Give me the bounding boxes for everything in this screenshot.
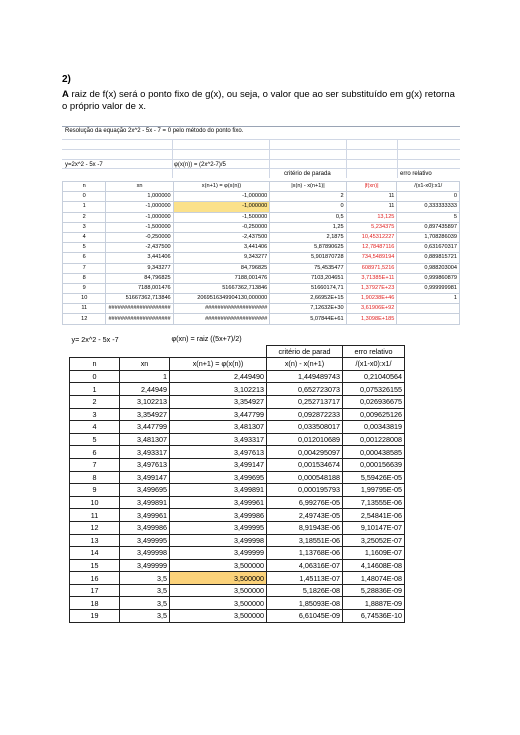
- sheet2-table-cell: 0,21040564: [343, 370, 405, 383]
- sheet2-table-cell: 0,004295097: [267, 446, 343, 459]
- sheet2-table-cell: 11: [70, 509, 120, 522]
- sheet1-table-cell: 5,87890625: [270, 243, 346, 253]
- sheet2-rel-error-label: erro relativo: [343, 345, 405, 358]
- sheet1-table-cell: 51667362,713846: [106, 294, 173, 304]
- sheet2-table-cell: 2,54841E-06: [343, 509, 405, 522]
- sheet2-table-cell: 5,59426E-05: [343, 471, 405, 484]
- sheet2-table-cell: 3,102213: [170, 383, 267, 396]
- sheet2-table-cell: 1,1609E-07: [343, 547, 405, 560]
- sheet1-table-cell: 2: [270, 192, 346, 202]
- sheet2-table-cell: 2: [70, 395, 120, 408]
- sheet1-table-cell: 10: [63, 294, 106, 304]
- sheet1-table-row: [63, 263, 460, 273]
- sheet2-table-cell: 3,18551E-06: [267, 534, 343, 547]
- sheet2-table-cell: 0,092872233: [267, 408, 343, 421]
- grid-line: [397, 139, 398, 178]
- sheet1-table-cell: 7,12632E+30: [270, 304, 346, 314]
- sheet2-table-cell: 3,499695: [170, 471, 267, 484]
- sheet2-table-cell: 2,49743E-05: [267, 509, 343, 522]
- sheet2-label-row: [70, 333, 405, 345]
- empty-cell: [120, 345, 170, 358]
- sheet2-table-row: [70, 509, 405, 522]
- sheet2-table-row: [70, 408, 405, 421]
- sheet1-table-cell: 1,25: [270, 222, 346, 232]
- sheet1-header-cell: /(x1-x0):x1/: [397, 182, 460, 192]
- sheet2-table-row: [70, 484, 405, 497]
- sheet1-table-cell: 5: [397, 212, 460, 222]
- sheet2-table-cell: 4,14608E-08: [343, 559, 405, 572]
- sheet2-table-row: [70, 610, 405, 623]
- sheet2-table-row: [70, 471, 405, 484]
- sheet1-table-cell: 0,999860879: [397, 273, 460, 283]
- sheet1-header-cell: |f(xn)|: [346, 182, 397, 192]
- sheet1-table-cell: 11: [63, 304, 106, 314]
- sheet2-table-cell: 9: [70, 484, 120, 497]
- sheet1-table-cell: 51660174,71: [270, 283, 346, 293]
- sheet1-table-cell: -1,000000: [106, 212, 173, 222]
- sheet1-table-row: [63, 283, 460, 293]
- sheet2-table-cell: 3,499891: [170, 484, 267, 497]
- sheet1-table-cell: 84,796825: [173, 263, 270, 273]
- sheet2-table-cell: 3,102213: [120, 395, 170, 408]
- sheet2-table-cell: 1,13768E-06: [267, 547, 343, 560]
- sheet1-table-cell: 3: [63, 222, 106, 232]
- grid-line: [62, 168, 460, 169]
- sheet1-header-cell: x(n+1) = φ(x(n)): [173, 182, 270, 192]
- sheet2-table-cell: 0: [70, 370, 120, 383]
- sheet2-table-cell: 3,500000: [170, 572, 267, 585]
- empty-cell: [70, 345, 120, 358]
- sheet1-criterion-label: critério de parada: [284, 171, 331, 177]
- sheet1-table-cell: 0: [63, 192, 106, 202]
- sheet1-table-cell: 1,000000: [106, 192, 173, 202]
- sheet1-table-cell: 11: [346, 202, 397, 212]
- sheet2-table-cell: 5,28836E-09: [343, 584, 405, 597]
- sheet2-table-cell: 3,499999: [120, 559, 170, 572]
- sheet2-table-cell: 3,447799: [120, 421, 170, 434]
- sheet1-table-cell: 9,343277: [106, 263, 173, 273]
- sheet2-table-cell: 4,06316E-07: [267, 559, 343, 572]
- sheet1-table-cell: 0,889815721: [397, 253, 460, 263]
- sheet1-table-cell: 3,441406: [106, 253, 173, 263]
- sheet1-table-cell: 5,901870728: [270, 253, 346, 263]
- sheet1-table-cell: 734,5489194: [346, 253, 397, 263]
- sheet2-table-row: [70, 496, 405, 509]
- sheet2-table-cell: 3,354927: [170, 395, 267, 408]
- sheet1-table-row: [63, 304, 460, 314]
- sheet2-table-cell: 14: [70, 547, 120, 560]
- sheet1-table-row: [63, 273, 460, 283]
- sheet2-table-cell: 0,652723073: [267, 383, 343, 396]
- grid-line: [269, 139, 270, 178]
- sheet2-table-cell: 0,000548188: [267, 471, 343, 484]
- sheet2-table-row: [70, 370, 405, 383]
- sheet1-table-cell: 7: [63, 263, 106, 273]
- sheet2-table-cell: 3,499995: [170, 521, 267, 534]
- sheet1-table-cell: ####################: [173, 314, 270, 324]
- sheet1-table-cell: -2,437500: [106, 243, 173, 253]
- grid-line: [62, 139, 460, 140]
- sheet2-header-cell: /(x1-x0):x1/: [343, 358, 405, 371]
- sheet2-table-row: [70, 383, 405, 396]
- sheet2-table-cell: 0,000156639: [343, 458, 405, 471]
- sheet1-table-cell: 608971,5216: [346, 263, 397, 273]
- sheet1-table-row: [63, 222, 460, 232]
- sheet2-table-cell: 1,85093E-08: [267, 597, 343, 610]
- sheet2-header-cell: x(n) - x(n+1): [267, 358, 343, 371]
- intro-text: raiz de f(x) será o ponto fixo de g(x), ou seja, o valor que ao ser substituído em g(x) retorna o próprio valor de x.: [62, 89, 455, 112]
- sheet2-table-cell: 3,497613: [120, 458, 170, 471]
- sheet1-table-cell: 3,441406: [173, 243, 270, 253]
- intro-first-letter: A: [62, 89, 69, 100]
- sheet2-table-cell: 6,74536E-10: [343, 610, 405, 623]
- sheet1-table-cell: 75,4535477: [270, 263, 346, 273]
- sheet1-table-cell: 3,61906E+92: [346, 304, 397, 314]
- sheet1-table-cell: 6: [63, 253, 106, 263]
- sheet2-table-cell: 3,493317: [120, 446, 170, 459]
- sheet1-table-cell: 10,45312227: [346, 232, 397, 242]
- sheet2-table-row: [70, 446, 405, 459]
- sheet2-table-cell: 3,499995: [120, 534, 170, 547]
- sheet1-table-cell: 3,71385E+11: [346, 273, 397, 283]
- sheet2-table-cell: 1,99795E-05: [343, 484, 405, 497]
- sheet1-table-cell: -2,437500: [173, 232, 270, 242]
- sheet2-header-cell: xn: [120, 358, 170, 371]
- sheet2-table-cell: 4: [70, 421, 120, 434]
- sheet2-table-cell: 3,493317: [170, 433, 267, 446]
- sheet1-function-label: y=2x^2 - 5x -7: [65, 162, 103, 168]
- sheet1-table-cell: [397, 314, 460, 324]
- sheet1-table-cell: 84,796825: [106, 273, 173, 283]
- sheet1-table-cell: 7188,001476: [106, 283, 173, 293]
- sheet2-table-cell: 9,10147E-07: [343, 521, 405, 534]
- sheet2-table-row: [70, 547, 405, 560]
- sheet2-table-cell: 6,61045E-09: [267, 610, 343, 623]
- sheet1-table-cell: 0,999999981: [397, 283, 460, 293]
- sheet1-table-cell: -1,500000: [173, 212, 270, 222]
- sheet2-table-row: [70, 521, 405, 534]
- sheet2-table-cell: 3,500000: [170, 584, 267, 597]
- sheet1-table-cell: -1,000000: [173, 192, 270, 202]
- sheet1-table-cell: 8: [63, 273, 106, 283]
- sheet2-table-cell: 0,012010689: [267, 433, 343, 446]
- sheet2-table-row: [70, 584, 405, 597]
- sheet2-table-cell: 19: [70, 610, 120, 623]
- sheet2-table-cell: 6,99276E-05: [267, 496, 343, 509]
- sheet1-header-cell: xn: [106, 182, 173, 192]
- sheet1-table-cell: 2,1875: [270, 232, 346, 242]
- sheet2-table-cell: 18: [70, 597, 120, 610]
- sheet1-table-row: [63, 314, 460, 324]
- sheet2-table-row: [70, 572, 405, 585]
- sheet1-table-cell: 0,897435897: [397, 222, 460, 232]
- sheet2-table-cell: 17: [70, 584, 120, 597]
- spreadsheet-fixed-point-convergent: [69, 333, 405, 623]
- empty-cell: [343, 333, 405, 345]
- sheet2-header-row: [70, 358, 405, 371]
- sheet2-table-cell: 0,252713717: [267, 395, 343, 408]
- sheet1-table-cell: 2069516349904130,000000: [173, 294, 270, 304]
- sheet2-table-cell: 3,5: [120, 584, 170, 597]
- sheet1-table-cell: 1,37927E+23: [346, 283, 397, 293]
- sheet1-table-cell: 5,07844E+61: [270, 314, 346, 324]
- sheet1-table-cell: 0,333333333: [397, 202, 460, 212]
- sheet1-table-cell: [397, 304, 460, 314]
- sheet2-table-cell: 3,499147: [170, 458, 267, 471]
- sheet1-table-cell: -1,000000: [173, 202, 270, 212]
- sheet2-table-cell: 3,497613: [170, 446, 267, 459]
- sheet1-table-row: [63, 202, 460, 212]
- sheet2-table-row: [70, 433, 405, 446]
- sheet2-table-cell: 5: [70, 433, 120, 446]
- sheet2-table-cell: 3,499999: [170, 547, 267, 560]
- sheet2-table-cell: 5,1826E-08: [267, 584, 343, 597]
- sheet2-table-cell: 3: [70, 408, 120, 421]
- sheet1-header-cell: |x(n) - x(n+1)|: [270, 182, 346, 192]
- grid-line: [62, 149, 460, 150]
- sheet1-table-cell: 9: [63, 283, 106, 293]
- sheet1-table-cell: 2: [63, 212, 106, 222]
- sheet1-table: [62, 181, 460, 325]
- sheet1-table-cell: 12: [63, 314, 106, 324]
- sheet2-table-row: [70, 395, 405, 408]
- sheet2-table-cell: 13: [70, 534, 120, 547]
- sheet1-table-row: [63, 212, 460, 222]
- sheet2-table-cell: 3,499695: [120, 484, 170, 497]
- sheet1-table-row: [63, 192, 460, 202]
- sheet1-table-cell: 1,90238E+46: [346, 294, 397, 304]
- sheet2-table-row: [70, 421, 405, 434]
- sheet2-table-cell: 0,000438585: [343, 446, 405, 459]
- sheet1-table-cell: 0: [397, 192, 460, 202]
- sheet2-table-cell: 3,5: [120, 610, 170, 623]
- sheet2-function-label: y= 2x^2 - 5x -7: [71, 334, 119, 344]
- sheet2-table-cell: 3,500000: [170, 610, 267, 623]
- sheet2-table-cell: 7,13555E-06: [343, 496, 405, 509]
- sheet1-table-cell: ####################: [106, 314, 173, 324]
- sheet2-table-cell: 8,91943E-06: [267, 521, 343, 534]
- sheet1-table-cell: 4: [63, 232, 106, 242]
- sheet2-table-cell: 3,500000: [170, 559, 267, 572]
- sheet2-table-cell: 7: [70, 458, 120, 471]
- sheet2-table-cell: 3,481307: [170, 421, 267, 434]
- sheet2-group-row: [70, 345, 405, 358]
- sheet1-table-cell: 11: [346, 192, 397, 202]
- sheet1-table-cell: 1: [63, 202, 106, 212]
- sheet2-table-cell: 3,354927: [120, 408, 170, 421]
- question-number: 2): [62, 74, 71, 85]
- sheet2-table-cell: 3,499986: [120, 521, 170, 534]
- sheet1-table-cell: ####################: [173, 304, 270, 314]
- sheet2-table-cell: 0,009625126: [343, 408, 405, 421]
- sheet2-table-row: [70, 458, 405, 471]
- sheet2-table-cell: 3,499961: [170, 496, 267, 509]
- sheet2-table-cell: 0,075326155: [343, 383, 405, 396]
- sheet2-table-cell: 3,499891: [120, 496, 170, 509]
- sheet1-rel-error-label: erro relativo: [400, 171, 432, 177]
- sheet1-table-cell: -0,250000: [173, 222, 270, 232]
- sheet1-table-cell: 1,708286039: [397, 232, 460, 242]
- sheet1-table-row: [63, 253, 460, 263]
- sheet1-caption: Resolução da equação 2x^2 - 5x - 7 = 0 pelo método do ponto fixo.: [65, 128, 244, 134]
- sheet1-table-cell: -0,250000: [106, 232, 173, 242]
- sheet2-table-cell: 3,499961: [120, 509, 170, 522]
- sheet1-table-cell: 7103,204651: [270, 273, 346, 283]
- sheet2-table: [69, 333, 405, 623]
- sheet2-table-cell: 2,44949: [120, 383, 170, 396]
- sheet1-table-cell: ####################: [106, 304, 173, 314]
- sheet2-table-cell: 2,449490: [170, 370, 267, 383]
- sheet2-table-row: [70, 534, 405, 547]
- sheet2-table-cell: 10: [70, 496, 120, 509]
- sheet1-top-border: [62, 126, 460, 127]
- sheet2-table-cell: 3,447799: [170, 408, 267, 421]
- sheet2-table-cell: 1,45113E-07: [267, 572, 343, 585]
- sheet2-table-cell: 12: [70, 521, 120, 534]
- sheet1-table-cell: 12,78487116: [346, 243, 397, 253]
- sheet1-table-cell: 5: [63, 243, 106, 253]
- sheet1-table-cell: 51667362,713846: [173, 283, 270, 293]
- sheet1-table-cell: 0,631670317: [397, 243, 460, 253]
- sheet2-table-cell: 8: [70, 471, 120, 484]
- sheet2-table-cell: 3,25052E-07: [343, 534, 405, 547]
- sheet1-table-row: [63, 294, 460, 304]
- sheet1-table-cell: 1: [397, 294, 460, 304]
- sheet1-header-row: [63, 182, 460, 192]
- sheet1-table-cell: 7188,001476: [173, 273, 270, 283]
- sheet2-table-cell: 1: [120, 370, 170, 383]
- spreadsheet-fixed-point-divergent: [62, 126, 460, 368]
- sheet2-table-cell: 3,500000: [170, 597, 267, 610]
- sheet2-table-cell: 1,48074E-08: [343, 572, 405, 585]
- sheet1-table-cell: 0,5: [270, 212, 346, 222]
- sheet2-table-cell: 3,499998: [170, 534, 267, 547]
- grid-line: [62, 159, 460, 160]
- sheet2-table-cell: 0,033508017: [267, 421, 343, 434]
- sheet1-table-cell: 2,66952E+15: [270, 294, 346, 304]
- sheet2-criterion-label: critério de parad: [267, 345, 343, 358]
- sheet2-table-cell: 0,00343819: [343, 421, 405, 434]
- sheet1-table-cell: 13,125: [346, 212, 397, 222]
- sheet1-table-cell: 0,988203004: [397, 263, 460, 273]
- sheet1-table-cell: 9,343277: [173, 253, 270, 263]
- sheet2-table-cell: 3,499998: [120, 547, 170, 560]
- sheet1-header-cell: n: [63, 182, 106, 192]
- sheet1-phi-label: φ(x(n)) = (2x^2-7)/5: [174, 162, 226, 168]
- sheet2-table-cell: 3,5: [120, 572, 170, 585]
- sheet2-table-row: [70, 597, 405, 610]
- sheet2-table-cell: 3,499986: [170, 509, 267, 522]
- sheet1-table-row: [63, 243, 460, 253]
- sheet2-table-cell: 0,001534674: [267, 458, 343, 471]
- sheet2-table-cell: 16: [70, 572, 120, 585]
- sheet1-table-cell: 0: [270, 202, 346, 212]
- sheet2-table-cell: 1,8887E-09: [343, 597, 405, 610]
- grid-line: [172, 139, 173, 178]
- sheet2-table-cell: 1: [70, 383, 120, 396]
- sheet2-table-cell: 6: [70, 446, 120, 459]
- sheet2-table-cell: 3,481307: [120, 433, 170, 446]
- sheet2-table-cell: 1,449489743: [267, 370, 343, 383]
- sheet2-phi-label: φ(xn) = raiz ((5x+7)/2): [171, 334, 242, 344]
- empty-cell: [170, 345, 267, 358]
- sheet2-table-row: [70, 559, 405, 572]
- sheet2-table-cell: 0,001228008: [343, 433, 405, 446]
- grid-line: [346, 139, 347, 178]
- sheet1-table-row: [63, 232, 460, 242]
- sheet1-table-cell: 1,3098E+185: [346, 314, 397, 324]
- sheet1-table-cell: -1,500000: [106, 222, 173, 232]
- sheet2-table-cell: 3,5: [120, 597, 170, 610]
- sheet2-table-cell: 15: [70, 559, 120, 572]
- sheet2-table-cell: 3,499147: [120, 471, 170, 484]
- sheet2-header-cell: n: [70, 358, 120, 371]
- sheet1-table-cell: 5,234375: [346, 222, 397, 232]
- sheet2-table-cell: 0,026936675: [343, 395, 405, 408]
- sheet2-table-cell: 0,000195793: [267, 484, 343, 497]
- question-intro: [62, 89, 462, 113]
- sheet1-table-cell: -1,000000: [106, 202, 173, 212]
- sheet2-header-cell: x(n+1) = φ(x(n)): [170, 358, 267, 371]
